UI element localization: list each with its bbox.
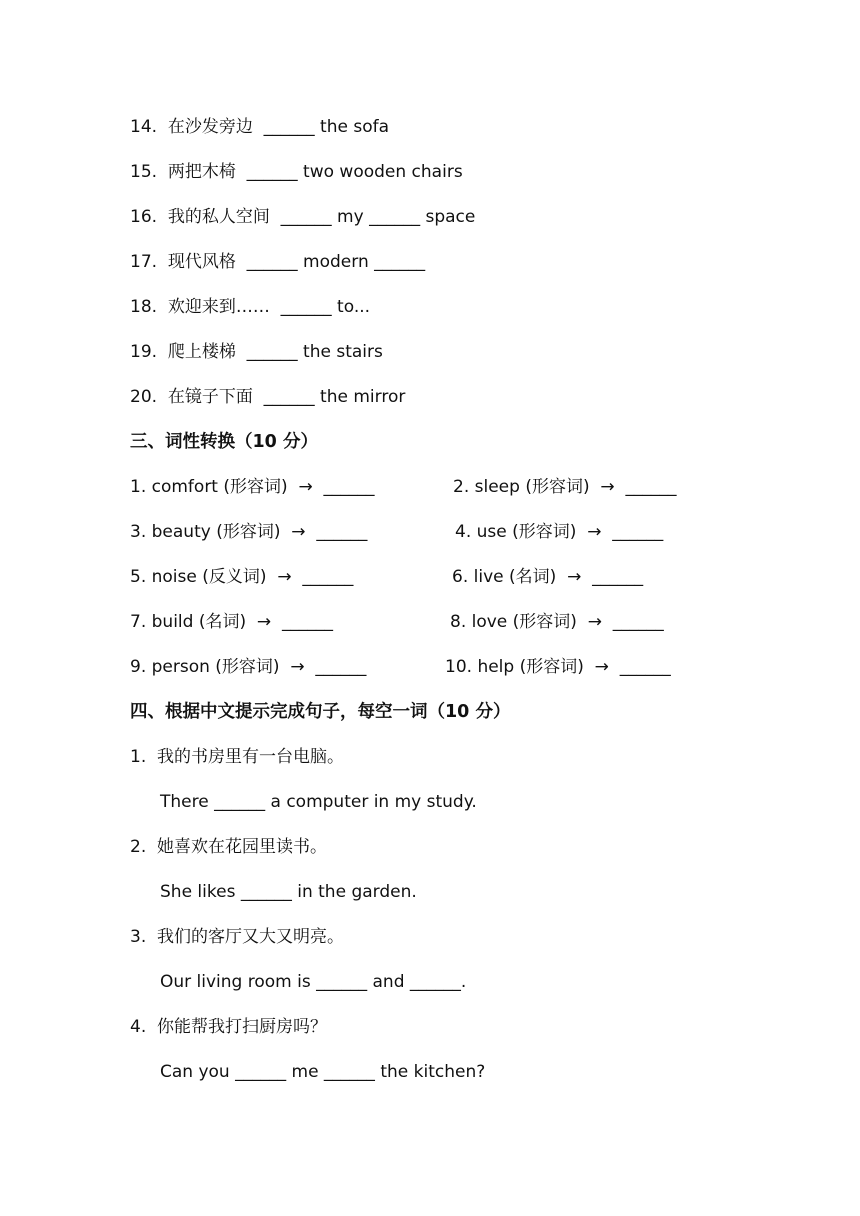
conversion-item-10: 10. help (形容词) → ______ <box>445 657 671 677</box>
sentence-2-chinese: 2. 她喜欢在花园里读书。 <box>130 837 328 857</box>
section-4-title: 四、根据中文提示完成句子，每空一词（10 分） <box>130 702 511 722</box>
conversion-item-9: 9. person (形容词) → ______ <box>130 657 367 677</box>
conversion-item-3: 3. beauty (形容词) → ______ <box>130 522 368 542</box>
sentence-3-english: Our living room is ______ and ______. <box>160 972 467 992</box>
section-3-title: 三、词性转换（10 分） <box>130 432 318 452</box>
sentence-4-english: Can you ______ me ______ the kitchen? <box>160 1062 486 1082</box>
sentence-1-chinese: 1. 我的书房里有一台电脑。 <box>130 747 345 767</box>
phrase-item-20: 20. 在镜子下面 ______ the mirror <box>130 387 406 407</box>
phrase-item-14: 14. 在沙发旁边 ______ the sofa <box>130 117 390 137</box>
conversion-item-4: 4. use (形容词) → ______ <box>455 522 664 542</box>
conversion-item-5: 5. noise (反义词) → ______ <box>130 567 354 587</box>
sentence-4-chinese: 4. 你能帮我打扫厨房吗？ <box>130 1017 328 1037</box>
conversion-item-8: 8. love (形容词) → ______ <box>450 612 664 632</box>
phrase-item-15: 15. 两把木椅 ______ two wooden chairs <box>130 162 463 182</box>
sentence-3-chinese: 3. 我们的客厅又大又明亮。 <box>130 927 345 947</box>
sentence-2-english: She likes ______ in the garden. <box>160 882 417 902</box>
conversion-item-6: 6. live (名词) → ______ <box>452 567 644 587</box>
phrase-item-19: 19. 爬上楼梯 ______ the stairs <box>130 342 383 362</box>
phrase-item-17: 17. 现代风格 ______ modern ______ <box>130 252 426 272</box>
phrase-item-16: 16. 我的私人空间 ______ my ______ space <box>130 207 476 227</box>
sentence-1-english: There ______ a computer in my study. <box>160 792 477 812</box>
conversion-item-1: 1. comfort (形容词) → ______ <box>130 477 375 497</box>
conversion-item-2: 2. sleep (形容词) → ______ <box>453 477 677 497</box>
phrase-item-18: 18. 欢迎来到…… ______ to... <box>130 297 371 317</box>
conversion-item-7: 7. build (名词) → ______ <box>130 612 333 632</box>
